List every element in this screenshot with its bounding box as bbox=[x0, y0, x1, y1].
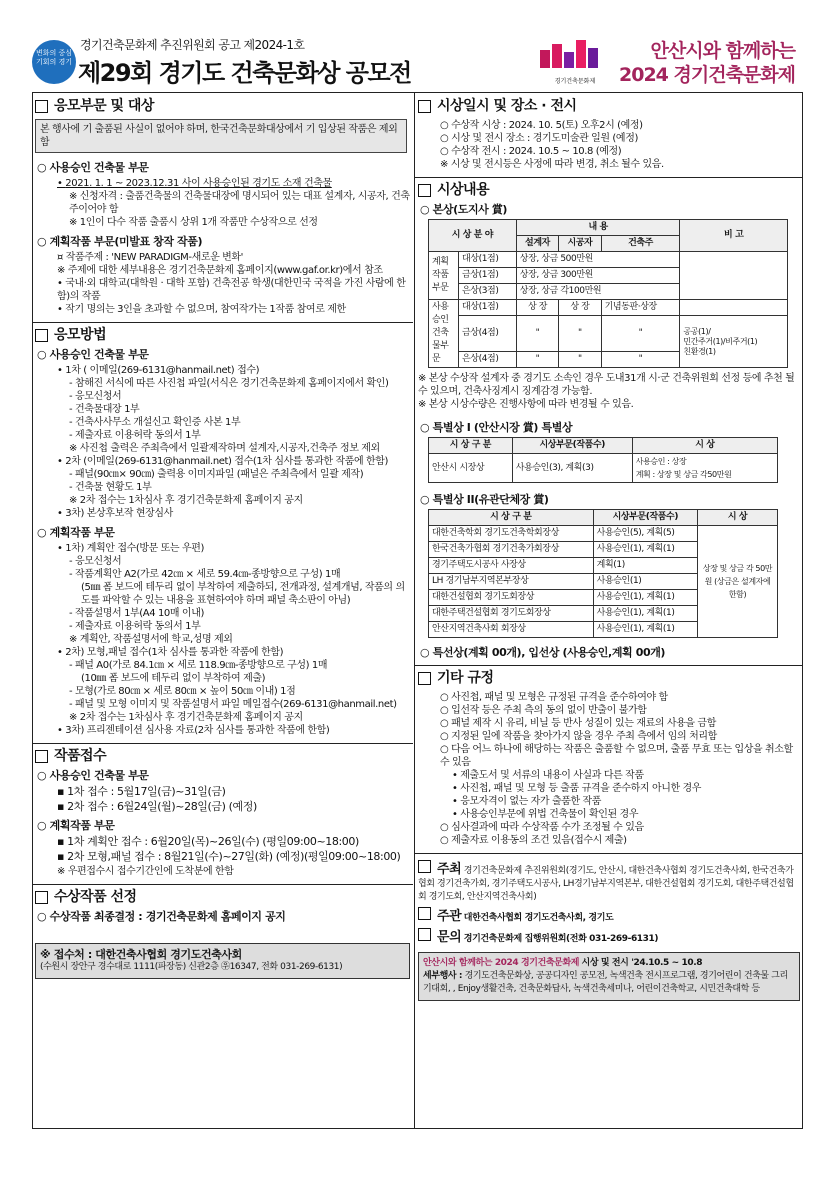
table-cell: " bbox=[516, 351, 558, 368]
table-header: 비 고 bbox=[680, 220, 788, 252]
festival-logo-caption: 경기건축문화제 bbox=[554, 78, 596, 85]
table-cell: 사용승인건축물부문 bbox=[429, 300, 459, 368]
text-line: ※ 본상 수상작 설계자 중 경기도 소속인 경우 도내31개 시·군 건축위원회 선정 등에 추천 될 수 있으며, 건축사징계시 징계감경 가능함. bbox=[418, 373, 795, 397]
divider bbox=[32, 322, 413, 323]
text-line: - 모형(가로 80㎝ × 세로 80㎝ × 높이 50㎝ 이내) 1점 bbox=[69, 686, 296, 697]
section-heading: 수상작품 선정 bbox=[35, 891, 410, 904]
table-cell: " bbox=[601, 351, 680, 368]
table-cell: 사용승인(1), 계획(1) bbox=[593, 590, 697, 606]
section-heading: 시상일시 및 장소 · 전시 bbox=[418, 100, 800, 113]
table-header: 시 상 bbox=[632, 438, 777, 454]
text-line: • 작기 명의는 3인을 초과할 수 없으며, 참여작가는 1작품 참여로 제한 bbox=[57, 304, 346, 315]
table-cell: 금상(4점) bbox=[459, 316, 517, 352]
text-line: (5㎜ 폼 보드에 테두리 없이 부착하여 제출하되, 전개과정, 설계개념, 작품의 의도를 파악할 수 있는 내용을 표현하여야 하며 패널 축소판이 아님) bbox=[81, 582, 405, 606]
checkbox-square-icon bbox=[35, 750, 48, 763]
table-cell: " bbox=[601, 316, 680, 352]
checkbox-square-icon bbox=[418, 907, 431, 920]
checkbox-square-icon bbox=[35, 891, 48, 904]
table-header: 시공자 bbox=[559, 236, 601, 252]
table-cell: 공공(1)/ 민간주거(1)/비주거(1) 친환경(1) bbox=[680, 316, 788, 368]
text-line: • 2021. 1. 1 ~ 2023.12.31 사이 사용승인된 경기도 소재 건축물 bbox=[57, 178, 332, 189]
table-cell: 상장, 상금 300만원 bbox=[516, 268, 680, 284]
slogan-line2: 2024 경기건축문화제 bbox=[619, 64, 795, 86]
text-line: ▪ 1차 접수 : 5월17일(금)~31일(금) bbox=[57, 785, 226, 798]
divider bbox=[32, 884, 413, 885]
text-line: • 1차 ( 이메일(269-6131@hanmail.net) 접수) bbox=[57, 365, 260, 376]
divider bbox=[32, 743, 413, 744]
checkbox-square-icon bbox=[418, 860, 431, 873]
text-line: • 제출도서 및 서류의 내용이 사실과 다른 작품 bbox=[452, 770, 644, 781]
table-header: 시상부문(작품수) bbox=[593, 510, 697, 526]
notice-number: 경기건축문화제 추진위원회 공고 제2024-1호 bbox=[80, 38, 305, 52]
text-line: - 참해진 서식에 따른 사진첩 파일(서식은 경기건축문화제 홈페이지에서 확인) bbox=[69, 378, 389, 389]
table-cell: 사용승인(1) bbox=[593, 574, 697, 590]
subheading: ○ 계획작품 부문 bbox=[37, 819, 115, 832]
table-cell: 은상(3점) bbox=[459, 284, 517, 300]
table-cell: 상장 및 상금 각 50만원 (상금은 설계자에 한함) bbox=[698, 526, 778, 638]
text-line: ○ 수상작 전시 : 2024. 10.5 ~ 10.8 (예정) bbox=[440, 146, 622, 157]
main-award-table bbox=[428, 219, 788, 368]
text-line: (수원시 장안구 경수대로 1111(파장동) 신관2층 ㉾16347, 전화 031-269-6131) bbox=[40, 962, 343, 972]
organizer-info: 주관 대한건축사협회 경기도건축사회, 경기도 bbox=[418, 907, 800, 925]
text-line: ▪ 2차 접수 : 6월24일(월)~28일(금) (예정) bbox=[57, 800, 257, 813]
table-cell: 대한건설협회 경기도회장상 bbox=[429, 590, 594, 606]
table-cell: 대한주택건설협회 경기도회장상 bbox=[429, 606, 594, 622]
text-line: 세부행사 : 경기도건축문화상, 공공디자인 공모전, 녹색건축 전시프로그램, 경기어린이 건축물 그리기대회, , Enjoy생활건축, 건축문화답사, 녹색건축세미나, 어린이건축학교, 시민건축대학 등 bbox=[423, 971, 788, 994]
text-line: • 사진첩, 패널 및 모형 등 출품 규격을 준수하지 아니한 경우 bbox=[452, 783, 702, 794]
table-header: 내 용 bbox=[516, 220, 680, 236]
table-cell bbox=[680, 252, 788, 300]
table-header: 시 상 구 분 bbox=[429, 510, 594, 526]
host-info: 주최 경기건축문화제 추진위원회(경기도, 안산시, 대한건축사협회 경기도건축사회, 한국건축가협회 경기건축가회, 경기주택도시공사, LH경기남부지역본부, 대한건설협회 경기도회, 대한주택건설협회 경기도회, 안산지역건축사회) bbox=[418, 862, 794, 902]
text-line: ○ 수상작 시상 : 2024. 10. 5(토) 오후2시 (예정) bbox=[440, 120, 643, 131]
text-line: ※ 본상 시상수량은 진행사항에 따라 변경될 수 있음. bbox=[418, 399, 634, 410]
right-column bbox=[418, 96, 800, 1001]
text-line: - 응모신청서 bbox=[69, 556, 122, 567]
text-line: • 3차) 프리젠테이션 심사용 자료(2차 심사를 통과한 작품에 한함) bbox=[57, 725, 330, 736]
text-line: ○ 다음 어느 하나에 해당하는 작품은 출품할 수 없으며, 출품 무효 또는 입상을 취소할 수 있음 bbox=[440, 744, 793, 768]
special-award1-table bbox=[428, 437, 778, 483]
text-line: ※ 접수처 : 대한건축사협회 경기도건축사회 bbox=[40, 948, 242, 961]
table-cell: 기념동판·상장 bbox=[601, 300, 680, 316]
slogan-line1: 안산시와 함께하는 bbox=[650, 40, 795, 62]
table-cell: 사용승인 : 상장 계획 : 상장 및 상금 각50만원 bbox=[632, 454, 777, 483]
table-cell: 한국건축가협회 경기건축가회장상 bbox=[429, 542, 594, 558]
table-cell: 사용승인(1), 계획(1) bbox=[593, 542, 697, 558]
table-cell: 은상(4점) bbox=[459, 351, 517, 368]
table-cell: " bbox=[559, 316, 601, 352]
table-header: 건축주 bbox=[601, 236, 680, 252]
text-line: ○ 제출자료 이용동의 조건 있음(접수시 제출) bbox=[440, 835, 627, 846]
table-cell: 사용승인(5), 계획(5) bbox=[593, 526, 697, 542]
special-award2-table bbox=[428, 509, 778, 638]
table-cell: LH 경기남부지역본부장상 bbox=[429, 574, 594, 590]
text-line: - 건축물 현황도 1부 bbox=[69, 482, 152, 493]
text-line: ※ 사진첩 출력은 주최측에서 일괄제작하며 설계자,시공자,건축주 정보 제외 bbox=[69, 443, 380, 454]
table-cell: 상장, 상금 각100만원 bbox=[516, 284, 680, 300]
subheading: ○ 계획작품 부문(미발표 창작 작품) bbox=[37, 235, 203, 248]
table-header: 시 상 분 야 bbox=[429, 220, 517, 252]
table-cell: 상장, 상금 500만원 bbox=[516, 252, 680, 268]
reception-box bbox=[35, 943, 410, 979]
section-heading: 작품접수 bbox=[35, 750, 410, 763]
subheading: ○ 특별상 II(유관단체장 賞) bbox=[420, 493, 549, 506]
text-line: • 3차) 본상후보작 현장심사 bbox=[57, 508, 173, 519]
table-cell: " bbox=[559, 351, 601, 368]
text-line: - 패널 및 모형 이미지 및 작품설명서 파일 메일접수(269-6131@hanmail.net) bbox=[69, 699, 397, 710]
text-line: ※ 1인이 다수 작품 출품시 상위 1개 작품만 수상작으로 선정 bbox=[69, 217, 318, 228]
text-line: ※ 2차 접수는 1차심사 후 경기건축문화제 홈페이지 공지 bbox=[69, 712, 303, 723]
table-cell: 대상(1점) bbox=[459, 252, 517, 268]
text-line: ※ 시상 및 전시등은 사정에 따라 변경, 취소 될수 있음. bbox=[440, 159, 664, 170]
section-heading: 기타 규정 bbox=[418, 672, 800, 685]
table-header: 설계자 bbox=[516, 236, 558, 252]
text-line: - 응모신청서 bbox=[69, 391, 122, 402]
text-line: ※ 주제에 대한 세부내용은 경기건축문화제 홈페이지(www.gaf.or.kr)에서 참조 bbox=[57, 265, 383, 276]
subheading: ○ 사용승인 건축물 부문 bbox=[37, 769, 149, 782]
table-cell: 상 장 bbox=[559, 300, 601, 316]
text-line: ※ 2차 접수는 1차심사 후 경기건축문화제 홈페이지 공지 bbox=[69, 495, 303, 506]
text-line: - 패널(90㎝× 90㎝) 출력용 이미지파일 (패널은 주최측에서 일괄 제작) bbox=[69, 469, 364, 480]
text-line: 안산시와 함께하는 2024 경기건축문화제 시상 및 전시 '24.10.5 ~ 10.8 bbox=[423, 958, 703, 968]
text-line: ○ 시상 및 전시 장소 : 경기도미술관 일원 (예정) bbox=[440, 133, 638, 144]
text-line: ○ 지정된 일에 작품을 찾아가지 않을 경우 주최 측에서 임의 처리함 bbox=[440, 731, 717, 742]
notice-box: 본 행사에 기 출품된 사실이 없어야 하며, 한국건축문화대상에서 기 입상된 작품은 제외함 bbox=[35, 119, 407, 153]
subheading: ○ 본상(도지사 賞) bbox=[420, 203, 508, 216]
checkbox-square-icon bbox=[418, 928, 431, 941]
table-cell: 경기주택도시공사 사장상 bbox=[429, 558, 594, 574]
left-column bbox=[35, 96, 410, 979]
column-divider bbox=[414, 92, 415, 1129]
section-heading: 시상내용 bbox=[418, 184, 800, 197]
checkbox-square-icon bbox=[418, 100, 431, 113]
text-line: ○ 사진첩, 패널 및 모형은 규정된 규격을 준수하여야 함 bbox=[440, 692, 668, 703]
text-line: • 응모자격이 없는 자가 출품한 작품 bbox=[452, 796, 602, 807]
section-heading: 응모부문 및 대상 bbox=[35, 100, 410, 113]
subheading: ○ 특선상(계획 00개), 입선상 (사용승인,계획 00개) bbox=[420, 646, 666, 659]
divider bbox=[415, 853, 803, 854]
table-cell: 상 장 bbox=[516, 300, 558, 316]
text-line: - 작품설명서 1부(A4 10매 이내) bbox=[69, 608, 204, 619]
text-line: ▪ 1차 계획안 접수 : 6월20일(목)~26일(수) (평일09:00~18:00) bbox=[57, 835, 359, 848]
text-line: (10㎜ 폼 보드에 테두리 없이 부착하여 제출) bbox=[81, 673, 266, 684]
checkbox-square-icon bbox=[35, 100, 48, 113]
checkbox-square-icon bbox=[418, 672, 431, 685]
text-line: - 건축물대장 1부 bbox=[69, 404, 140, 415]
text-line: ※ 계획안, 작품설명서에 학교,성명 제외 bbox=[69, 634, 233, 645]
text-line: ¤ 작품주제 : 'NEW PARADIGM-새로운 변화' bbox=[57, 252, 243, 263]
gyeonggi-logo: 변화의 중심 기회의 경기 bbox=[32, 40, 76, 84]
table-cell: 사용승인(1), 계획(1) bbox=[593, 606, 697, 622]
text-line: - 패널 A0(가로 84.1㎝ × 세로 118.9㎝-종방향으로 구성) 1매 bbox=[69, 660, 328, 671]
events-box bbox=[418, 952, 800, 1001]
text-line: ○ 패널 제작 시 유리, 비닐 등 반사 성질이 있는 재료의 사용을 금함 bbox=[440, 718, 716, 729]
inquiry-info: 문의 경기건축문화제 집행위원회(전화 031-269-6131) bbox=[418, 928, 800, 946]
text-line: • 2차 (이메일(269-6131@hanmail.net) 접수(1차 심사를 통과한 작품에 한함) bbox=[57, 456, 389, 467]
table-header: 시 상 bbox=[698, 510, 778, 526]
subheading: ○ 수상작품 최종결정 : 경기건축문화제 홈페이지 공지 bbox=[37, 910, 286, 923]
subheading: ○ 특별상 I (안산시장 賞) 특별상 bbox=[420, 421, 573, 434]
text-line: ▪ 2차 모형,패널 접수 : 8월21일(수)~27일(화) (예정)(평일09:00~18:00) bbox=[57, 850, 401, 863]
text-line: ※ 우편접수시 접수기간인에 도착분에 한함 bbox=[57, 866, 234, 877]
table-cell: 대상(1점) bbox=[459, 300, 517, 316]
table-cell: 사용승인(3), 계획(3) bbox=[512, 454, 632, 483]
text-line: - 건축사사무소 개설신고 확인증 사본 1부 bbox=[69, 417, 241, 428]
text-line: • 국내·외 대학교(대학원 · 대학 포함) 건축전공 학생(대한민국 국적을 가진 사람에 한함)의 작품 bbox=[57, 278, 406, 302]
table-cell: 계획(1) bbox=[593, 558, 697, 574]
text-line: • 2차) 모형,패널 접수(1차 심사를 통과한 작품에 한함) bbox=[57, 647, 284, 658]
table-cell: 안산지역건축사회 회장상 bbox=[429, 622, 594, 638]
subheading: ○ 사용승인 건축물 부문 bbox=[37, 348, 149, 361]
checkbox-square-icon bbox=[35, 329, 48, 342]
table-header: 시 상 구 분 bbox=[429, 438, 513, 454]
divider bbox=[415, 665, 803, 666]
table-cell bbox=[680, 300, 788, 316]
subheading: ○ 사용승인 건축물 부문 bbox=[37, 161, 149, 174]
table-cell: 대한건축학회 경기도건축학회장상 bbox=[429, 526, 594, 542]
subheading: ○ 계획작품 부문 bbox=[37, 526, 115, 539]
text-line: ○ 입선작 등은 주최 측의 동의 없이 반출이 불가함 bbox=[440, 705, 647, 716]
text-line: - 제출자료 이용허락 동의서 1부 bbox=[69, 621, 201, 632]
text-line: - 제출자료 이용허락 동의서 1부 bbox=[69, 430, 201, 441]
festival-logo-icon bbox=[540, 38, 606, 78]
text-line: • 사용승인부문에 위법 건축물이 확인된 경우 bbox=[452, 809, 639, 820]
text-line: ※ 신청자격 : 출품건축물의 건축물대장에 명시되어 있는 대표 설계자, 시공자, 건축주이어야 함 bbox=[69, 191, 410, 215]
checkbox-square-icon bbox=[418, 184, 431, 197]
text-line: ○ 심사결과에 따라 수상작품 수가 조정될 수 있음 bbox=[440, 822, 644, 833]
table-cell: 금상(1점) bbox=[459, 268, 517, 284]
table-cell: 사용승인(1), 계획(1) bbox=[593, 622, 697, 638]
table-cell: 안산시 시장상 bbox=[429, 454, 513, 483]
text-line: - 작품계획안 A2(가로 42㎝ × 세로 59.4㎝-종방향으로 구성) 1매 bbox=[69, 569, 341, 580]
divider bbox=[415, 177, 803, 178]
table-header: 시상부문(작품수) bbox=[512, 438, 632, 454]
table-cell: " bbox=[516, 316, 558, 352]
page-title: 제29회 경기도 건축문화상 공모전 bbox=[78, 59, 411, 87]
table-cell: 계획작품부문 bbox=[429, 252, 459, 300]
section-heading: 응모방법 bbox=[35, 329, 410, 342]
text-line: • 1차) 계획안 접수(방문 또는 우편) bbox=[57, 543, 204, 554]
